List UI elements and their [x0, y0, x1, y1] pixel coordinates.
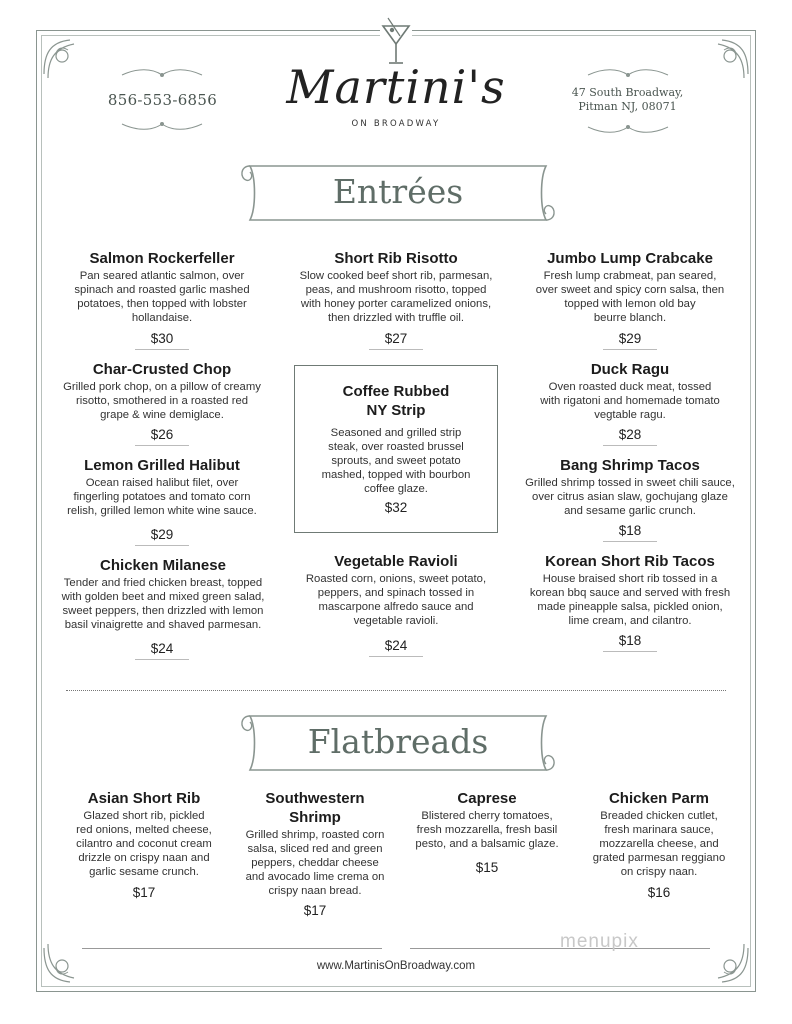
item-price: $29 — [590, 331, 670, 350]
item-description: Pan seared atlantic salmon, over spinach and roasted garlic mashed potatoes, then topped with lobster hollandaise. — [74, 270, 250, 324]
menu-item-caprese — [404, 789, 570, 851]
item-name: Char-Crusted Chop — [92, 361, 232, 378]
ornament-icon — [112, 66, 212, 84]
menu-item-lemon-halibut — [52, 456, 272, 518]
item-price: $18 — [590, 523, 670, 542]
item-description: Grilled pork chop, on a pillow of creamy risotto, smothered in a roasted red grape & wine demiglace. — [63, 381, 261, 421]
item-price: $18 — [590, 633, 670, 652]
ornament-icon — [578, 66, 678, 84]
item-description: Oven roasted duck meat, tossed with rigatoni and homemade tomato vegtable ragu. — [540, 381, 720, 421]
section-divider — [66, 690, 726, 691]
logo-text: Martini's — [286, 60, 506, 114]
item-description: Seasoned and grilled strip steak, over roasted brussel sprouts, and sweet potato mashed, topped with bourbon coffee glaze. — [321, 427, 471, 495]
ornament-icon — [112, 115, 212, 133]
item-price: $24 — [122, 641, 202, 660]
item-name: Southwestern Shrimp — [265, 790, 365, 826]
item-name: Jumbo Lump Crabcake — [547, 250, 713, 267]
menu-item-korean-tacos — [518, 552, 742, 628]
item-price: $15 — [475, 860, 499, 875]
item-description: Slow cooked beef short rib, parmesan, peas, and mushroom risotto, topped with honey porter caramelized onions, then drizzled with truffle oil. — [299, 270, 493, 324]
item-name: Chicken Parm — [608, 790, 710, 807]
item-description: Blistered cherry tomatoes, fresh mozzarella, fresh basil pesto, and a balsamic glaze. — [415, 810, 559, 850]
item-description: Roasted corn, onions, sweet potato, peppers, and spinach tossed in mascarpone alfredo sauce and vegetable ravioli. — [305, 573, 487, 627]
corner-flourish-icon — [692, 928, 752, 988]
item-price: $32 — [384, 500, 408, 515]
item-description: House braised short rib tossed in a korean bbq sauce and served with fresh made pineapple salsa, pickled onion, lime cream, and cilantro. — [529, 573, 731, 627]
entrees-banner — [236, 158, 560, 228]
item-price: $26 — [122, 427, 202, 446]
item-name: Korean Short Rib Tacos — [545, 553, 715, 570]
menu-item-char-crusted-chop — [57, 360, 267, 422]
corner-flourish-icon — [40, 928, 100, 988]
item-price: $16 — [647, 885, 671, 900]
item-description: Tender and fried chicken breast, topped with golden beet and mixed green salad, sweet peppers, then drizzled with lemon basil vinaigrette and shaved parmesan. — [61, 577, 265, 631]
logo — [262, 60, 530, 130]
corner-flourish-icon — [692, 34, 752, 94]
item-name: Lemon Grilled Halibut — [84, 457, 240, 474]
item-description: Grilled shrimp tossed in sweet chili sauce, over citrus asian slaw, gochujang glaze and sesame garlic crunch. — [525, 477, 735, 517]
item-price: $30 — [122, 331, 202, 350]
menu-item-southwestern-shrimp — [231, 789, 399, 898]
phone-number: 856-553-6856 — [107, 91, 218, 109]
menu-item-chicken-milanese — [50, 556, 276, 632]
watermark: menupix — [560, 931, 639, 952]
menu-item-asian-short-rib — [62, 789, 226, 879]
corner-flourish-icon — [40, 34, 100, 94]
item-price: $17 — [132, 885, 156, 900]
address-line: 47 South Broadway, — [571, 86, 684, 99]
menu-item-crabcake — [521, 249, 739, 325]
logo-subtitle: ON BROADWAY — [351, 119, 441, 129]
item-price: $28 — [590, 427, 670, 446]
section-title-entrees: Entrées — [332, 172, 464, 211]
item-description: Glazed short rib, pickled red onions, melted cheese, cilantro and coconut cream drizzle on crispy naan and garlic sesame crunch. — [76, 810, 212, 878]
item-price: $27 — [356, 331, 436, 350]
menu-item-vegetable-ravioli — [287, 552, 505, 628]
item-price: $17 — [303, 903, 327, 918]
menu-item-bang-shrimp-tacos — [516, 456, 744, 518]
menu-item-coffee-rubbed-strip — [297, 382, 495, 496]
item-name: Caprese — [457, 790, 517, 807]
menu-item-duck-ragu — [525, 360, 735, 422]
item-description: Grilled shrimp, roasted corn salsa, sliced red and green peppers, cheddar cheese and avocado lime crema on crispy naan bread. — [245, 829, 385, 897]
menu-item-salmon — [62, 249, 262, 325]
website-link[interactable]: www.MartinisOnBroadway.com — [316, 960, 476, 972]
footer-rule — [82, 948, 382, 949]
item-name: Short Rib Risotto — [334, 250, 458, 267]
flatbreads-banner — [236, 708, 560, 778]
item-name: Salmon Rockerfeller — [89, 250, 235, 267]
item-description: Breaded chicken cutlet, fresh marinara sauce, mozzarella cheese, and grated parmesan reggiano on crispy naan. — [592, 810, 726, 878]
item-description: Fresh lump crabmeat, pan seared, over sweet and spicy corn salsa, then topped with lemon old bay beurre blanch. — [535, 270, 725, 324]
address — [565, 86, 690, 114]
item-price: $24 — [356, 638, 436, 657]
item-name: Bang Shrimp Tacos — [560, 457, 700, 474]
item-name: Coffee Rubbed NY Strip — [342, 383, 450, 419]
item-name: Vegetable Ravioli — [334, 553, 458, 570]
item-description: Ocean raised halibut filet, over fingerling potatoes and tomato corn relish, grilled lemon white wine sauce. — [67, 477, 257, 517]
menu-item-chicken-parm — [578, 789, 740, 879]
address-line: Pitman NJ, 08071 — [578, 100, 677, 113]
item-name: Asian Short Rib — [87, 790, 201, 807]
menu-item-short-rib-risotto — [287, 249, 505, 325]
item-name: Chicken Milanese — [100, 557, 226, 574]
section-title-flatbreads: Flatbreads — [307, 722, 489, 761]
item-name: Duck Ragu — [590, 361, 670, 378]
ornament-icon — [578, 118, 678, 136]
item-price: $29 — [122, 527, 202, 546]
